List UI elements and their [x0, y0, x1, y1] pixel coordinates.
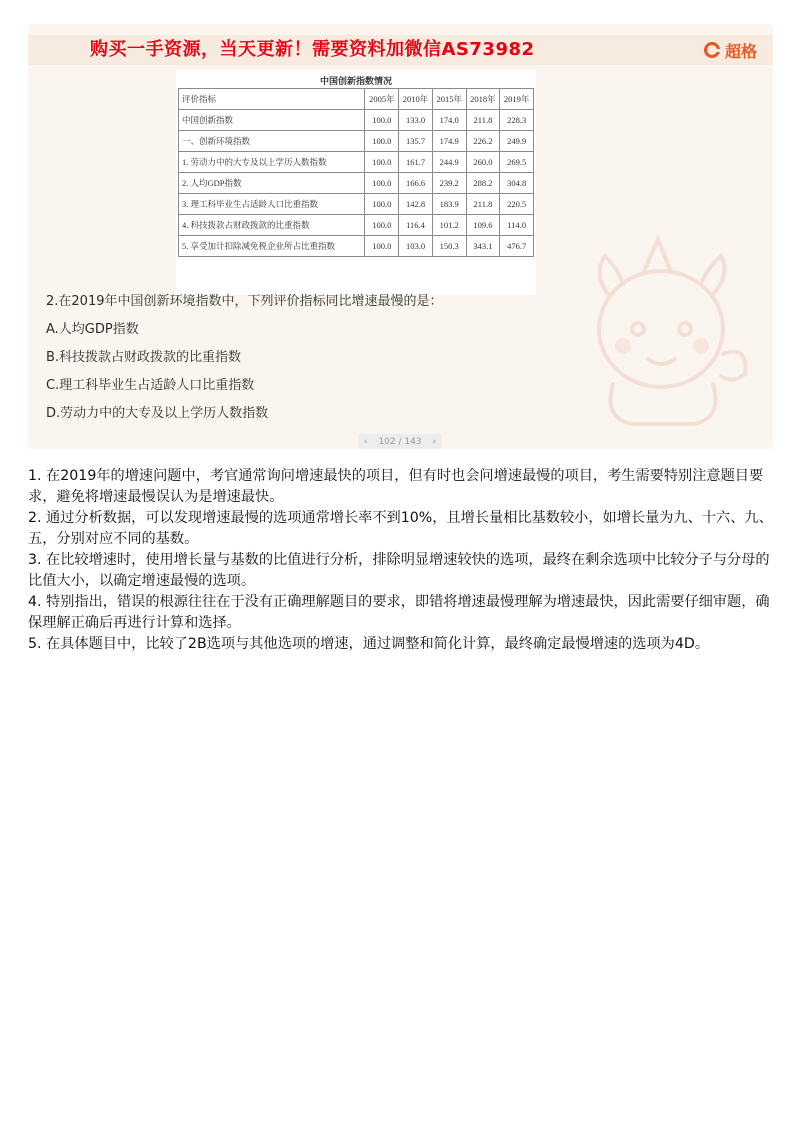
index-table — [178, 88, 534, 257]
question-screenshot — [28, 24, 773, 449]
table-cell: 220.5 — [500, 194, 534, 215]
table-cell: 239.2 — [432, 173, 466, 194]
note-item: 4. 特别指出，错误的根源往往在于没有正确理解题目的要求，即错将增速最慢理解为增速最快，因此需要仔细审题，确保理解正确后再进行计算和选择。 — [28, 594, 770, 631]
header-cell: 2005年 — [365, 89, 399, 110]
table-header-row — [179, 89, 534, 110]
table-cell: 226.2 — [466, 131, 500, 152]
table-cell: 100.0 — [365, 152, 399, 173]
table-cell: 100.0 — [365, 131, 399, 152]
brand-logo — [704, 35, 757, 65]
table-cell: 304.8 — [500, 173, 534, 194]
note-item: 3. 在比较增速时，使用增长量与基数的比值进行分析，排除明显增速较快的选项，最终在剩余选项中比较分子与分母的比值大小，以确定增速最慢的选项。 — [28, 552, 770, 589]
explanation-notes — [28, 466, 776, 655]
header-cell: 2010年 — [399, 89, 433, 110]
header-cell: 2018年 — [466, 89, 500, 110]
ad-banner[interactable] — [28, 35, 773, 65]
table-cell: 174.9 — [432, 131, 466, 152]
table-cell: 116.4 — [399, 215, 433, 236]
page-indicator — [358, 434, 442, 449]
table-cell: 100.0 — [365, 215, 399, 236]
table-cell: 135.7 — [399, 131, 433, 152]
table-cell: 2. 人均GDP指数 — [179, 173, 365, 194]
table-row — [179, 194, 534, 215]
table-cell: 161.7 — [399, 152, 433, 173]
table-cell: 211.8 — [466, 194, 500, 215]
table-cell: 150.3 — [432, 236, 466, 257]
header-cell: 2019年 — [500, 89, 534, 110]
table-cell: 133.0 — [399, 110, 433, 131]
banner-text: 购买一手资源，当天更新！需要资料加微信AS73982 — [90, 39, 535, 60]
option-b[interactable]: B.科技拨款占财政拨款的比重指数 — [46, 350, 242, 365]
table-cell: 114.0 — [500, 215, 534, 236]
table-cell: 1. 劳动力中的大专及以上学历人数指数 — [179, 152, 365, 173]
table-cell: 183.9 — [432, 194, 466, 215]
table-row — [179, 236, 534, 257]
table-cell: 249.9 — [500, 131, 534, 152]
table-cell: 343.1 — [466, 236, 500, 257]
next-page-button[interactable]: › — [432, 437, 436, 447]
table-cell: 476.7 — [500, 236, 534, 257]
note-item: 1. 在2019年的增速问题中，考官通常询问增速最快的项目，但有时也会问增速最慢的项目，考生需要特别注意题目要求，避免将增速最慢误认为是增速最快。 — [28, 468, 764, 505]
option-c[interactable]: C.理工科毕业生占适龄人口比重指数 — [46, 378, 255, 393]
table-cell: 100.0 — [365, 194, 399, 215]
option-a[interactable]: A.人均GDP指数 — [46, 322, 139, 337]
table-cell: 228.3 — [500, 110, 534, 131]
table-cell: 103.0 — [399, 236, 433, 257]
table-cell: 142.8 — [399, 194, 433, 215]
table-row — [179, 110, 534, 131]
note-item: 2. 通过分析数据，可以发现增速最慢的选项通常增长率不到10%，且增长量相比基数较小，如增长量为九、十六、九、五，分别对应不同的基数。 — [28, 510, 773, 547]
table-cell: 244.9 — [432, 152, 466, 173]
table-cell: 269.5 — [500, 152, 534, 173]
table-cell: 174.0 — [432, 110, 466, 131]
table-cell: 101.2 — [432, 215, 466, 236]
table-cell: 109.6 — [466, 215, 500, 236]
table-cell: 100.0 — [365, 173, 399, 194]
table-cell: 4. 科技拨款占财政拨款的比重指数 — [179, 215, 365, 236]
table-cell: 100.0 — [365, 236, 399, 257]
index-table-image — [176, 70, 536, 295]
table-row — [179, 215, 534, 236]
table-cell: 260.0 — [466, 152, 500, 173]
note-item: 5. 在具体题目中，比较了2B选项与其他选项的增速，通过调整和简化计算，最终确定最慢增速的选项为4D。 — [28, 636, 710, 652]
g-logo-icon — [704, 42, 720, 58]
question-block — [46, 288, 566, 428]
table-cell: 中国创新指数 — [179, 110, 365, 131]
table-cell: 一、创新环境指数 — [179, 131, 365, 152]
header-cell: 2015年 — [432, 89, 466, 110]
table-row — [179, 131, 534, 152]
table-row — [179, 173, 534, 194]
prev-page-button[interactable]: ‹ — [364, 437, 368, 447]
header-cell: 评价指标 — [179, 89, 365, 110]
question-stem: 2.在2019年中国创新环境指数中，下列评价指标同比增速最慢的是： — [46, 294, 443, 309]
table-cell: 166.6 — [399, 173, 433, 194]
table-cell: 5. 享受加计扣除减免税企业所占比重指数 — [179, 236, 365, 257]
table-cell: 100.0 — [365, 110, 399, 131]
unicorn-mascot-watermark — [573, 234, 753, 429]
option-d[interactable]: D.劳动力中的大专及以上学历人数指数 — [46, 406, 269, 421]
table-cell: 211.8 — [466, 110, 500, 131]
table-cell: 3. 理工科毕业生占适龄人口比重指数 — [179, 194, 365, 215]
table-cell: 288.2 — [466, 173, 500, 194]
page-number: 102 / 143 — [378, 437, 422, 447]
table-title: 中国创新指数情况 — [319, 77, 392, 87]
table-row — [179, 152, 534, 173]
brand-name: 超格 — [724, 41, 757, 61]
